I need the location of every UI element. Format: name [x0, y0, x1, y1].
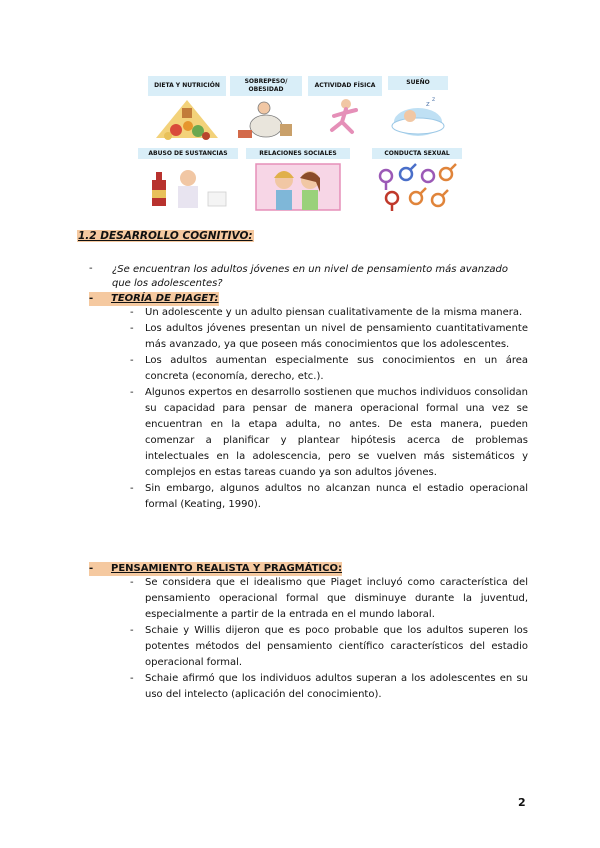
- pragmatic-bullet: -: [89, 563, 94, 574]
- page-number: 2: [518, 796, 526, 809]
- sleep-cell: [388, 76, 448, 140]
- list-item: - Los adultos jóvenes presentan un nivel de pensamiento cuantitativamente más avanzado, ya que poseen más conocimientos que los adolescentes.: [130, 323, 528, 350]
- sexual-label: CONDUCTA SEXUAL: [372, 148, 462, 159]
- svg-text:z: z: [426, 100, 430, 108]
- question-bullet: -: [89, 263, 93, 274]
- guiding-question: ¿Se encuentran los adultos jóvenes en un nivel de pensamiento más avanzado que los adolescentes?: [112, 264, 508, 289]
- social-label: RELACIONES SOCIALES: [246, 148, 350, 159]
- sexual-cell: [372, 148, 462, 212]
- food-pyramid-image: [148, 96, 226, 140]
- runner-image: [308, 96, 382, 140]
- substance-cell: [138, 148, 238, 212]
- piaget-subheading: [89, 292, 219, 306]
- list-item: - Sin embargo, algunos adultos no alcanzan nunca el estadio operacional formal (Keating, 1990).: [130, 483, 528, 510]
- social-relations-image: [246, 162, 350, 212]
- overweight-person-image: [230, 96, 302, 140]
- activity-label: ACTIVIDAD FÍSICA: [308, 76, 382, 96]
- sleep-label: SUEÑO: [388, 76, 448, 90]
- section-heading: 1.2 DESARROLLO COGNITIVO:: [78, 230, 253, 242]
- piaget-bullet: -: [89, 293, 94, 304]
- pragmatic-list: [130, 575, 528, 703]
- pragmatic-title: PENSAMIENTO REALISTA Y PRAGMÁTICO:: [111, 563, 342, 574]
- piaget-title: TEORÍA DE PIAGET:: [111, 293, 219, 304]
- list-item: - Se considera que el idealismo que Piaget incluyó como característica del pensamiento operacional formal que disminuye durante la juventud, especialmente a partir de la entrada en el mundo laboral.: [130, 577, 528, 620]
- overweight-cell: [230, 76, 302, 140]
- pragmatic-subheading: [89, 562, 342, 576]
- svg-text:z: z: [432, 96, 436, 103]
- substance-abuse-image: [138, 162, 238, 212]
- list-item: - Schaie y Willis dijeron que es poco probable que los adultos superen los potentes métodos del pensamiento científico característicos del estadio operacional formal.: [130, 625, 528, 668]
- social-cell: [246, 148, 350, 212]
- overweight-label: SOBREPESO/ OBESIDAD: [230, 76, 302, 96]
- substance-label: ABUSO DE SUSTANCIAS: [138, 148, 238, 159]
- piaget-list: [130, 305, 528, 513]
- list-item: - Algunos expertos en desarrollo sostienen que muchos individuos consolidan su capacidad para pensar de manera operacional formal una vez se encuentran en la etapa adulta, no antes. De esta manera, pueden comenzar a planificar y plantear hipótesis acerca de problemas intelectuales en la adolescencia, pero se vuelven más sistemáticos y complejos en estas tareas cuando ya son adultos jóvenes.: [130, 387, 528, 478]
- activity-cell: [308, 76, 382, 140]
- diet-cell: [148, 76, 226, 140]
- list-item: - Los adultos aumentan especialmente sus conocimientos en un área concreta (economía, derecho, etc.).: [130, 355, 528, 382]
- gender-symbols-image: [372, 162, 462, 212]
- list-item: - Schaie afirmó que los individuos adultos superan a los adolescentes en su uso del intelecto (aplicación del conocimiento).: [130, 673, 528, 700]
- diet-label: DIETA Y NUTRICIÓN: [148, 76, 226, 96]
- list-item: - Un adolescente y un adulto piensan cualitativamente de la misma manera.: [130, 307, 523, 318]
- health-infographic: [136, 74, 466, 214]
- sleeping-person-image: [388, 92, 448, 140]
